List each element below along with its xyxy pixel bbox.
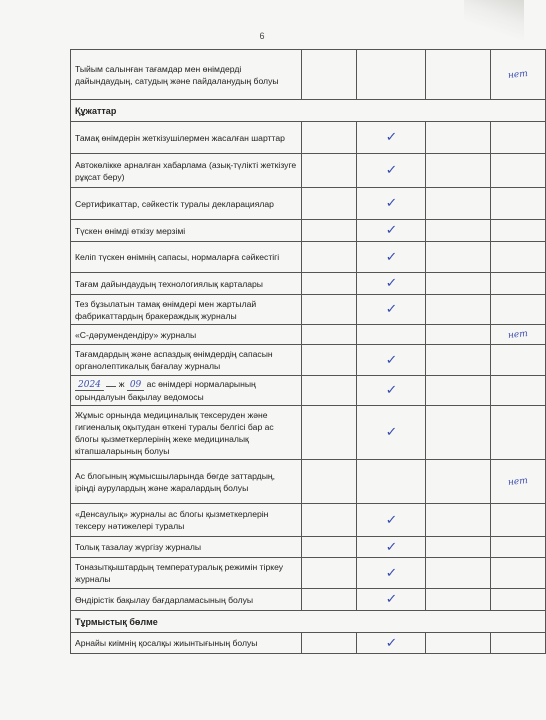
table-row — [71, 406, 546, 460]
row-label: Автокөлікке арналған хабарлама (азық-түлікті жеткізуге рұқсат беру) — [71, 154, 302, 188]
checklist-table — [70, 49, 546, 654]
table-row — [71, 345, 546, 376]
row-label: Тағамдардың және аспаздық өнімдердің сапасын органолептикалық бағалау журналы — [71, 345, 302, 376]
table-row — [71, 122, 546, 154]
table-row — [71, 154, 546, 188]
table-row — [71, 50, 546, 100]
section-header — [71, 611, 546, 633]
section-title: Тұрмыстық бөлме — [71, 611, 546, 633]
row-label: Толық тазалау жүргізу журналы — [71, 537, 302, 558]
checkmark-icon: ✓ — [385, 351, 397, 367]
row-label: Тоназытқыштардың температуралық режимін тіркеу журналы — [71, 558, 302, 589]
table-row — [71, 242, 546, 273]
checkmark-icon: ✓ — [385, 564, 397, 580]
row-label — [71, 376, 302, 406]
page-number: 6 — [259, 31, 265, 41]
row-label: Келіп түскен өнімнің сапасы, нормаларға сәйкестігі — [71, 242, 302, 273]
filled-month: 09 — [127, 380, 144, 391]
missing-mark: нет — [507, 328, 529, 342]
row-label: «С-дәрумендендіру» журналы — [71, 325, 302, 345]
table-row — [71, 295, 546, 325]
filled-year: 2024 — [75, 380, 104, 391]
row-label: Тағам дайындаудың технологиялық карталары — [71, 273, 302, 295]
checkmark-icon: ✓ — [385, 129, 397, 144]
checkmark-icon: ✓ — [385, 511, 397, 527]
row-label: Ас блогының жұмысшыларында бөгде заттардың, іріңді аурулардың және жаралардың болуы — [71, 460, 302, 504]
row-label: Тамақ өнімдерін жеткізушілермен жасалған шарттар — [71, 122, 302, 154]
checkmark-icon: ✓ — [385, 248, 397, 264]
table-row — [71, 220, 546, 242]
table-row — [71, 633, 546, 654]
missing-mark: нет — [507, 475, 529, 489]
checkmark-icon: ✓ — [385, 162, 397, 177]
table-row — [71, 273, 546, 295]
row-label-text: ас өнімдері нормаларының орындалуын бақылау ведомосы — [75, 379, 256, 402]
checkmark-icon: ✓ — [385, 275, 397, 290]
table-row — [71, 376, 546, 406]
table-row — [71, 188, 546, 220]
row-label: Өндірістік бақылау бағдарламасының болуы — [71, 589, 302, 611]
table-row — [71, 504, 546, 537]
checkmark-icon: ✓ — [385, 382, 397, 397]
row-label: Тыйым салынған тағамдар мен өнімдерді дайындаудың, сатудың және пайдаланудың болуы — [71, 50, 302, 100]
year-abbrev: ж — [118, 379, 125, 389]
checkmark-icon: ✓ — [385, 424, 397, 439]
section-title: Құжаттар — [71, 100, 546, 122]
row-label: Арнайы киімнің қосалқы жиынтығының болуы — [71, 633, 302, 654]
row-label: Тез бұзылатын тамақ өнімдері мен жартылай фабрикаттардың бракераждық журналы — [71, 295, 302, 325]
row-label: Сертификаттар, сәйкестік туралы декларациялар — [71, 188, 302, 220]
checkmark-icon: ✓ — [385, 591, 397, 606]
checkmark-icon: ✓ — [385, 195, 397, 210]
checkmark-icon: ✓ — [385, 538, 397, 554]
missing-mark: нет — [507, 68, 529, 82]
table-row — [71, 589, 546, 611]
checkmark-icon: ✓ — [385, 222, 397, 237]
table-row — [71, 558, 546, 589]
table-row — [71, 460, 546, 504]
row-label: Түскен өнімді өткізу мерзімі — [71, 220, 302, 242]
table-row — [71, 325, 546, 345]
row-label: «Денсаулық» журналы ас блогы қызметкерлерін тексеру нәтижелері туралы — [71, 504, 302, 537]
checkmark-icon: ✓ — [385, 301, 397, 316]
checkmark-icon: ✓ — [385, 634, 397, 650]
section-header — [71, 100, 546, 122]
table-row — [71, 537, 546, 558]
row-label: Жұмыс орнында медициналық тексеруден және гигиеналық оқытудан өткені туралы белгісі бар ас блогы қызметкерлерінің жеке медициналық кітапшаларының болуы — [71, 406, 302, 460]
